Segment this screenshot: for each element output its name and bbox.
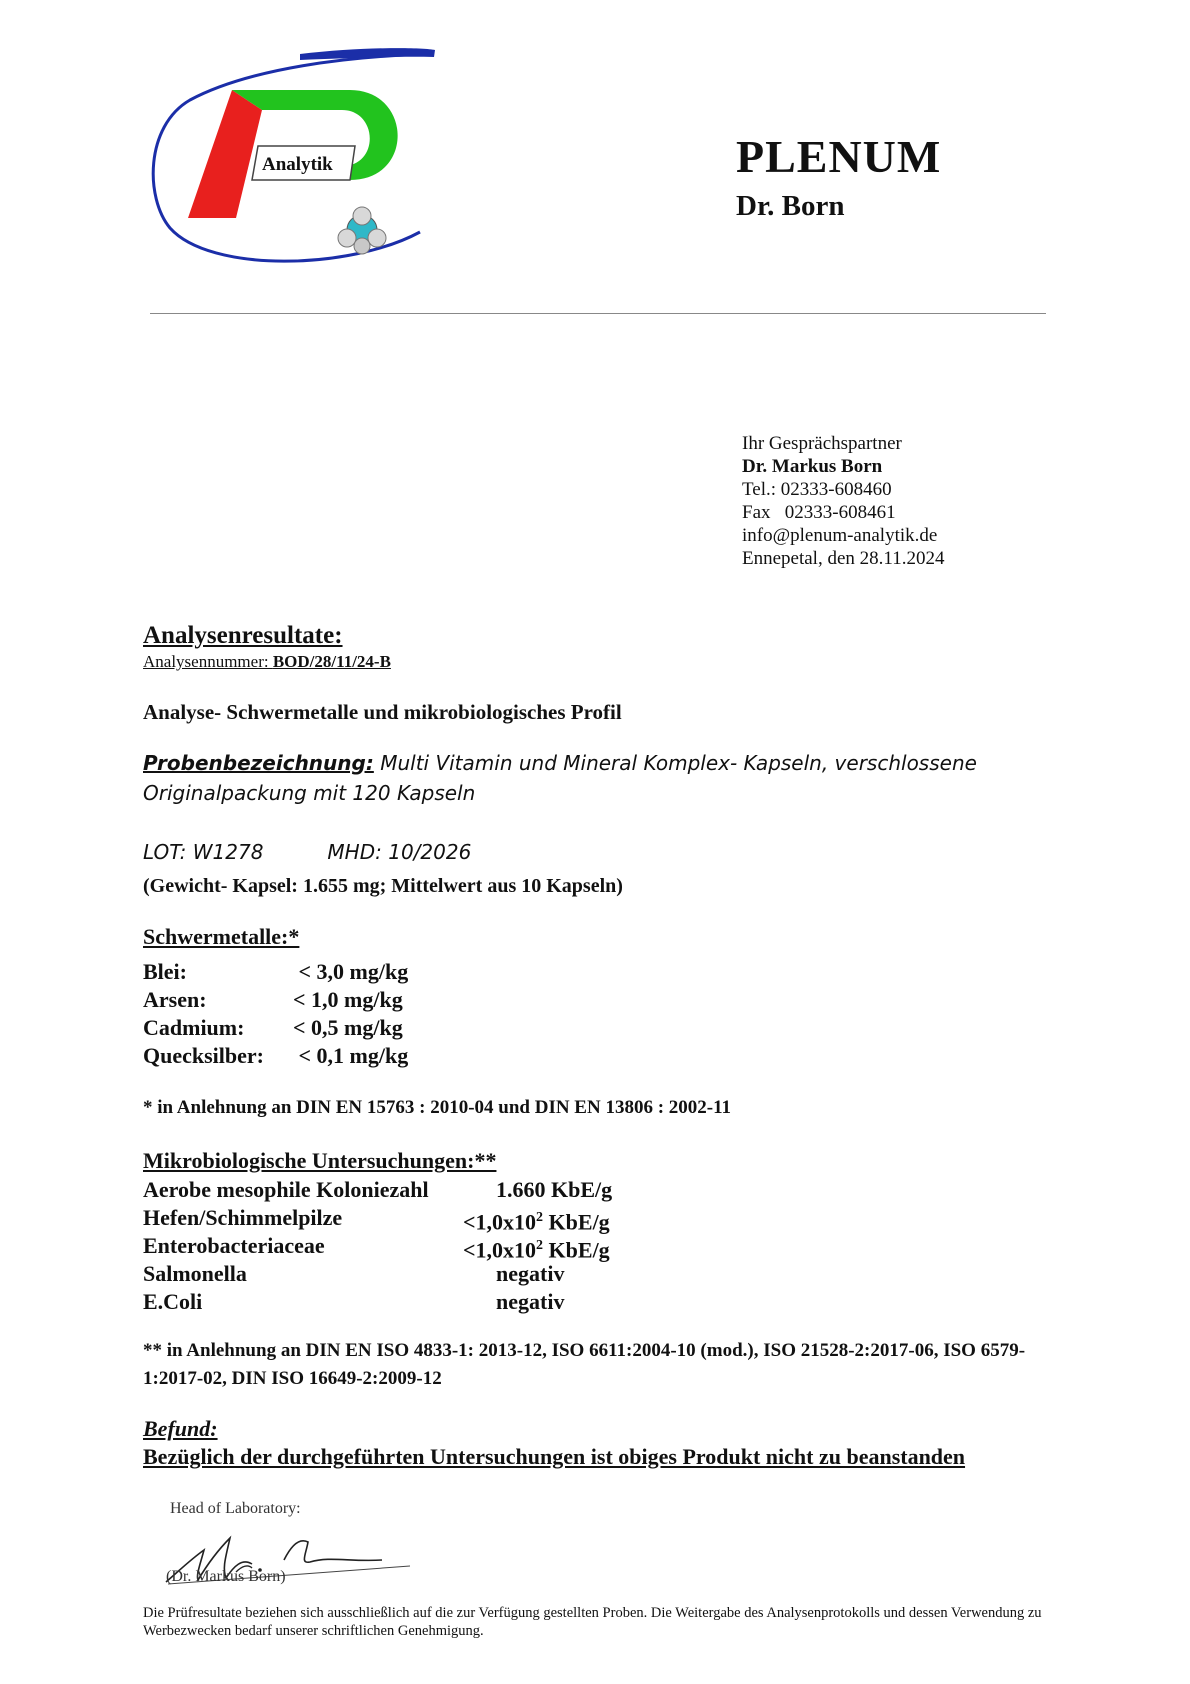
micro-value: negativ [496,1261,565,1286]
finding-text: Bezüglich der durchgeführten Untersuchungen ist obiges Produkt nicht zu beanstanden [143,1444,966,1469]
footer-disclaimer: Die Prüfresultate beziehen sich ausschließlich auf die zur Verfügung gestellten Proben. Die Weitergabe des Analysenprotokolls und dessen Verwendung zu Werbezwecken bedarf unserer schriftlichen Genehmigung. [143,1605,1042,1639]
header-divider [150,313,1046,314]
metal-row [143,1014,403,1042]
metal-value: < 0,1 mg/kg [293,1043,409,1068]
micro-heading: Mikrobiologische Untersuchungen:** [143,1148,497,1173]
micro-value: 1.660 KbE/g [496,1177,613,1202]
micro-value-exp: 2 [536,1238,544,1253]
micro-value-exp: 2 [536,1210,544,1225]
contact-name: Dr. Markus Born [742,456,883,477]
logo-graphic [150,48,470,298]
results-title: Analysenresultate: [143,622,343,649]
contact-email[interactable]: info@plenum-analytik.de [742,525,938,546]
micro-row [143,1232,643,1263]
contact-tel: Tel.: 02333-608460 [742,479,892,500]
sample-text: Multi Vitamin und Mineral Komplex- Kapseln, verschlossene Originalpackung mit 120 Kapseln [143,751,977,805]
brand-subtitle: Dr. Born [736,190,845,222]
micro-name: Hefen/Schimmelpilze [143,1205,343,1230]
micro-row [143,1288,643,1316]
analysis-number-value: BOD/28/11/24-B [272,652,391,671]
micro-value: negativ [496,1289,565,1314]
metals-note: * in Anlehnung an DIN EN 15763 : 2010-04 und DIN EN 13806 : 2002-11 [143,1097,732,1118]
micro-table [143,1176,643,1316]
metals-heading: Schwermetalle:* [143,924,300,949]
analysis-number [143,652,391,672]
metal-value: < 0,5 mg/kg [293,1015,403,1040]
sample-description [143,748,1003,808]
micro-row [143,1260,643,1288]
micro-value-unit: KbE/g [543,1237,610,1263]
micro-value-base: <1,0x10 [463,1237,537,1263]
contact-place-date: Ennepetal, den 28.11.2024 [742,548,945,569]
capsule-weight: (Gewicht- Kapsel: 1.655 mg; Mittelwert aus 10 Kapseln) [143,875,623,897]
analysis-subject: Analyse- Schwermetalle und mikrobiologisches Profil [143,700,622,724]
logo-red-bar [188,90,262,218]
metal-value: < 1,0 mg/kg [293,987,403,1012]
metal-name: Arsen: [143,987,207,1012]
lot-line [143,840,471,864]
micro-note: ** in Anlehnung an DIN EN ISO 4833-1: 2013-12, ISO 6611:2004-10 (mod.), ISO 21528-2:2017-06, ISO 6579-1:2017-02, DIN ISO 16649-2:2009-12 [143,1340,1026,1389]
metal-row [143,958,409,986]
metal-name: Cadmium: [143,1015,245,1040]
metal-value: < 3,0 mg/kg [293,959,409,984]
micro-name: Enterobacteriaceae [143,1233,325,1258]
brand-name: PLENUM [736,131,942,182]
micro-value-unit: KbE/g [543,1209,610,1235]
logo-text: Analytik [262,154,333,175]
contact-block [742,432,944,570]
metals-table [143,958,409,1070]
contact-label: Ihr Gesprächspartner [742,433,902,454]
finding-heading: Befund: [143,1416,218,1441]
metal-name: Quecksilber: [143,1043,264,1068]
micro-name: Aerobe mesophile Koloniezahl [143,1177,429,1202]
metal-row [143,1042,409,1070]
micro-row [143,1176,643,1204]
contact-fax: Fax 02333-608461 [742,502,896,523]
molecule-icon [338,207,386,254]
micro-value-base: <1,0x10 [463,1209,537,1235]
sample-label: Probenbezeichnung: [143,751,374,775]
company-logo [150,48,470,298]
signature-name: (Dr. Markus Born) [166,1568,286,1585]
micro-name: Salmonella [143,1261,247,1286]
metal-name: Blei: [143,959,187,984]
micro-name: E.Coli [143,1289,203,1314]
micro-row [143,1204,643,1235]
lot-number: LOT: W1278 [143,840,264,864]
analysis-number-label: Analysennummer: [143,652,273,671]
metal-row [143,986,403,1014]
signature-label: Head of Laboratory: [170,1500,301,1517]
best-before: MHD: 10/2026 [327,840,472,864]
